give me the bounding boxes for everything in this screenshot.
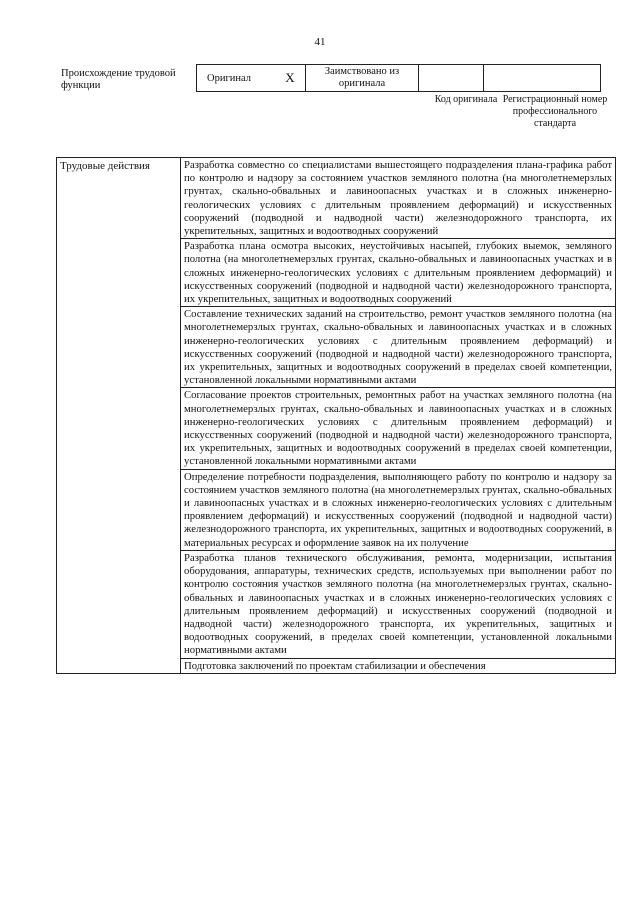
action-item: Подготовка заключений по проектам стабилизации и обеспечения	[181, 658, 616, 673]
code-caption: Код оригинала	[434, 94, 498, 105]
action-item: Разработка совместно со специалистами вышестоящего подразделения плана-графика работ по контролю и надзору за состоянием участков земляного полотна (на многолетнемерзлых грунтах, скально-обвальных и лавиноопасных участках и в сложных инженерно-геологических условиях с длительным проявлением деформаций) и искусственных сооружений (подводной и надводной части) железнодорожного транспорта, их укрепительных, защитных и водоотводных сооружений	[181, 158, 616, 239]
origin-label: Происхождение трудовой функции	[61, 68, 176, 91]
reg-number-cell	[484, 65, 601, 92]
origin-table	[196, 64, 601, 92]
page-number: 41	[314, 36, 326, 48]
labor-actions-label: Трудовые действия	[57, 158, 181, 674]
action-item: Составление технических заданий на строительство, ремонт участков земляного полотна (на многолетнемерзлых грунтах, скально-обвальных и лавиноопасных участках и в сложных инженерно-геологических условиях с длительным проявлением деформаций) и искусственных сооружений (подводной и надводной части) железнодорожного транспорта, их укрепительных, защитных и водоотводных сооружений в пределах своей компетенции, установленной локальными нормативными актами	[181, 307, 616, 388]
action-item: Определение потребности подразделения, выполняющего работу по контролю и надзору за состоянием участков земляного полотна (на многолетнемерзлых грунтах, скально-обвальных и лавиноопасных участках и в сложных инженерно-геологических условиях с длительным проявлением деформаций) и искусственных сооружений (подводной и надводной части) железнодорожного транспорта, их укрепительных, защитных и водоотводных сооружений, в материальных ресурсах и оформление заявок на их получение	[181, 469, 616, 550]
table-row	[57, 158, 616, 239]
original-cell: Оригинал	[197, 65, 276, 92]
action-item: Разработка планов технического обслуживания, ремонта, модернизации, испытания оборудования, аппаратуры, технических средств, используемых при выполнении работ по контролю состояния участков земляного полотна (на многолетнемерзлых грунтах, скально-обвальных и лавиноопасных участках и в сложных инженерно-геологических условиях с длительным проявлением деформаций) и искусственных сооружений (подводной и надводной части) железнодорожного транспорта, их укрепительных, защитных и водоотводных сооружений, в пределах своей компетенции, установленной локальными нормативными актами	[181, 550, 616, 658]
action-item: Разработка плана осмотра высоких, неустойчивых насыпей, глубоких выемок, земляного полотна (на многолетнемерзлых грунтах, скально-обвальных и лавиноопасных участках и в сложных инженерно-геологических условиях с длительным проявлением деформаций) и искусственных сооружений (подводной и надводной части) железнодорожного транспорта, их укрепительных, защитных и водоотводных сооружений	[181, 239, 616, 307]
action-item: Согласование проектов строительных, ремонтных работ на участках земляного полотна (на многолетнемерзлых грунтах, скально-обвальных и лавиноопасных участках и в сложных инженерно-геологических условиях с длительным проявлением деформаций) и искусственных сооружений (подводной и надводной части) железнодорожного транспорта, их укрепительных, защитных и водоотводных сооружений в пределах своей компетенции, установленной локальными нормативными актами	[181, 388, 616, 469]
reg-caption: Регистрационный номер профессионального стандарта	[502, 94, 608, 129]
code-cell	[419, 65, 484, 92]
original-mark: X	[275, 65, 306, 92]
labor-actions-table	[56, 157, 616, 674]
borrowed-cell: Заимствовано из оригинала	[306, 65, 419, 92]
